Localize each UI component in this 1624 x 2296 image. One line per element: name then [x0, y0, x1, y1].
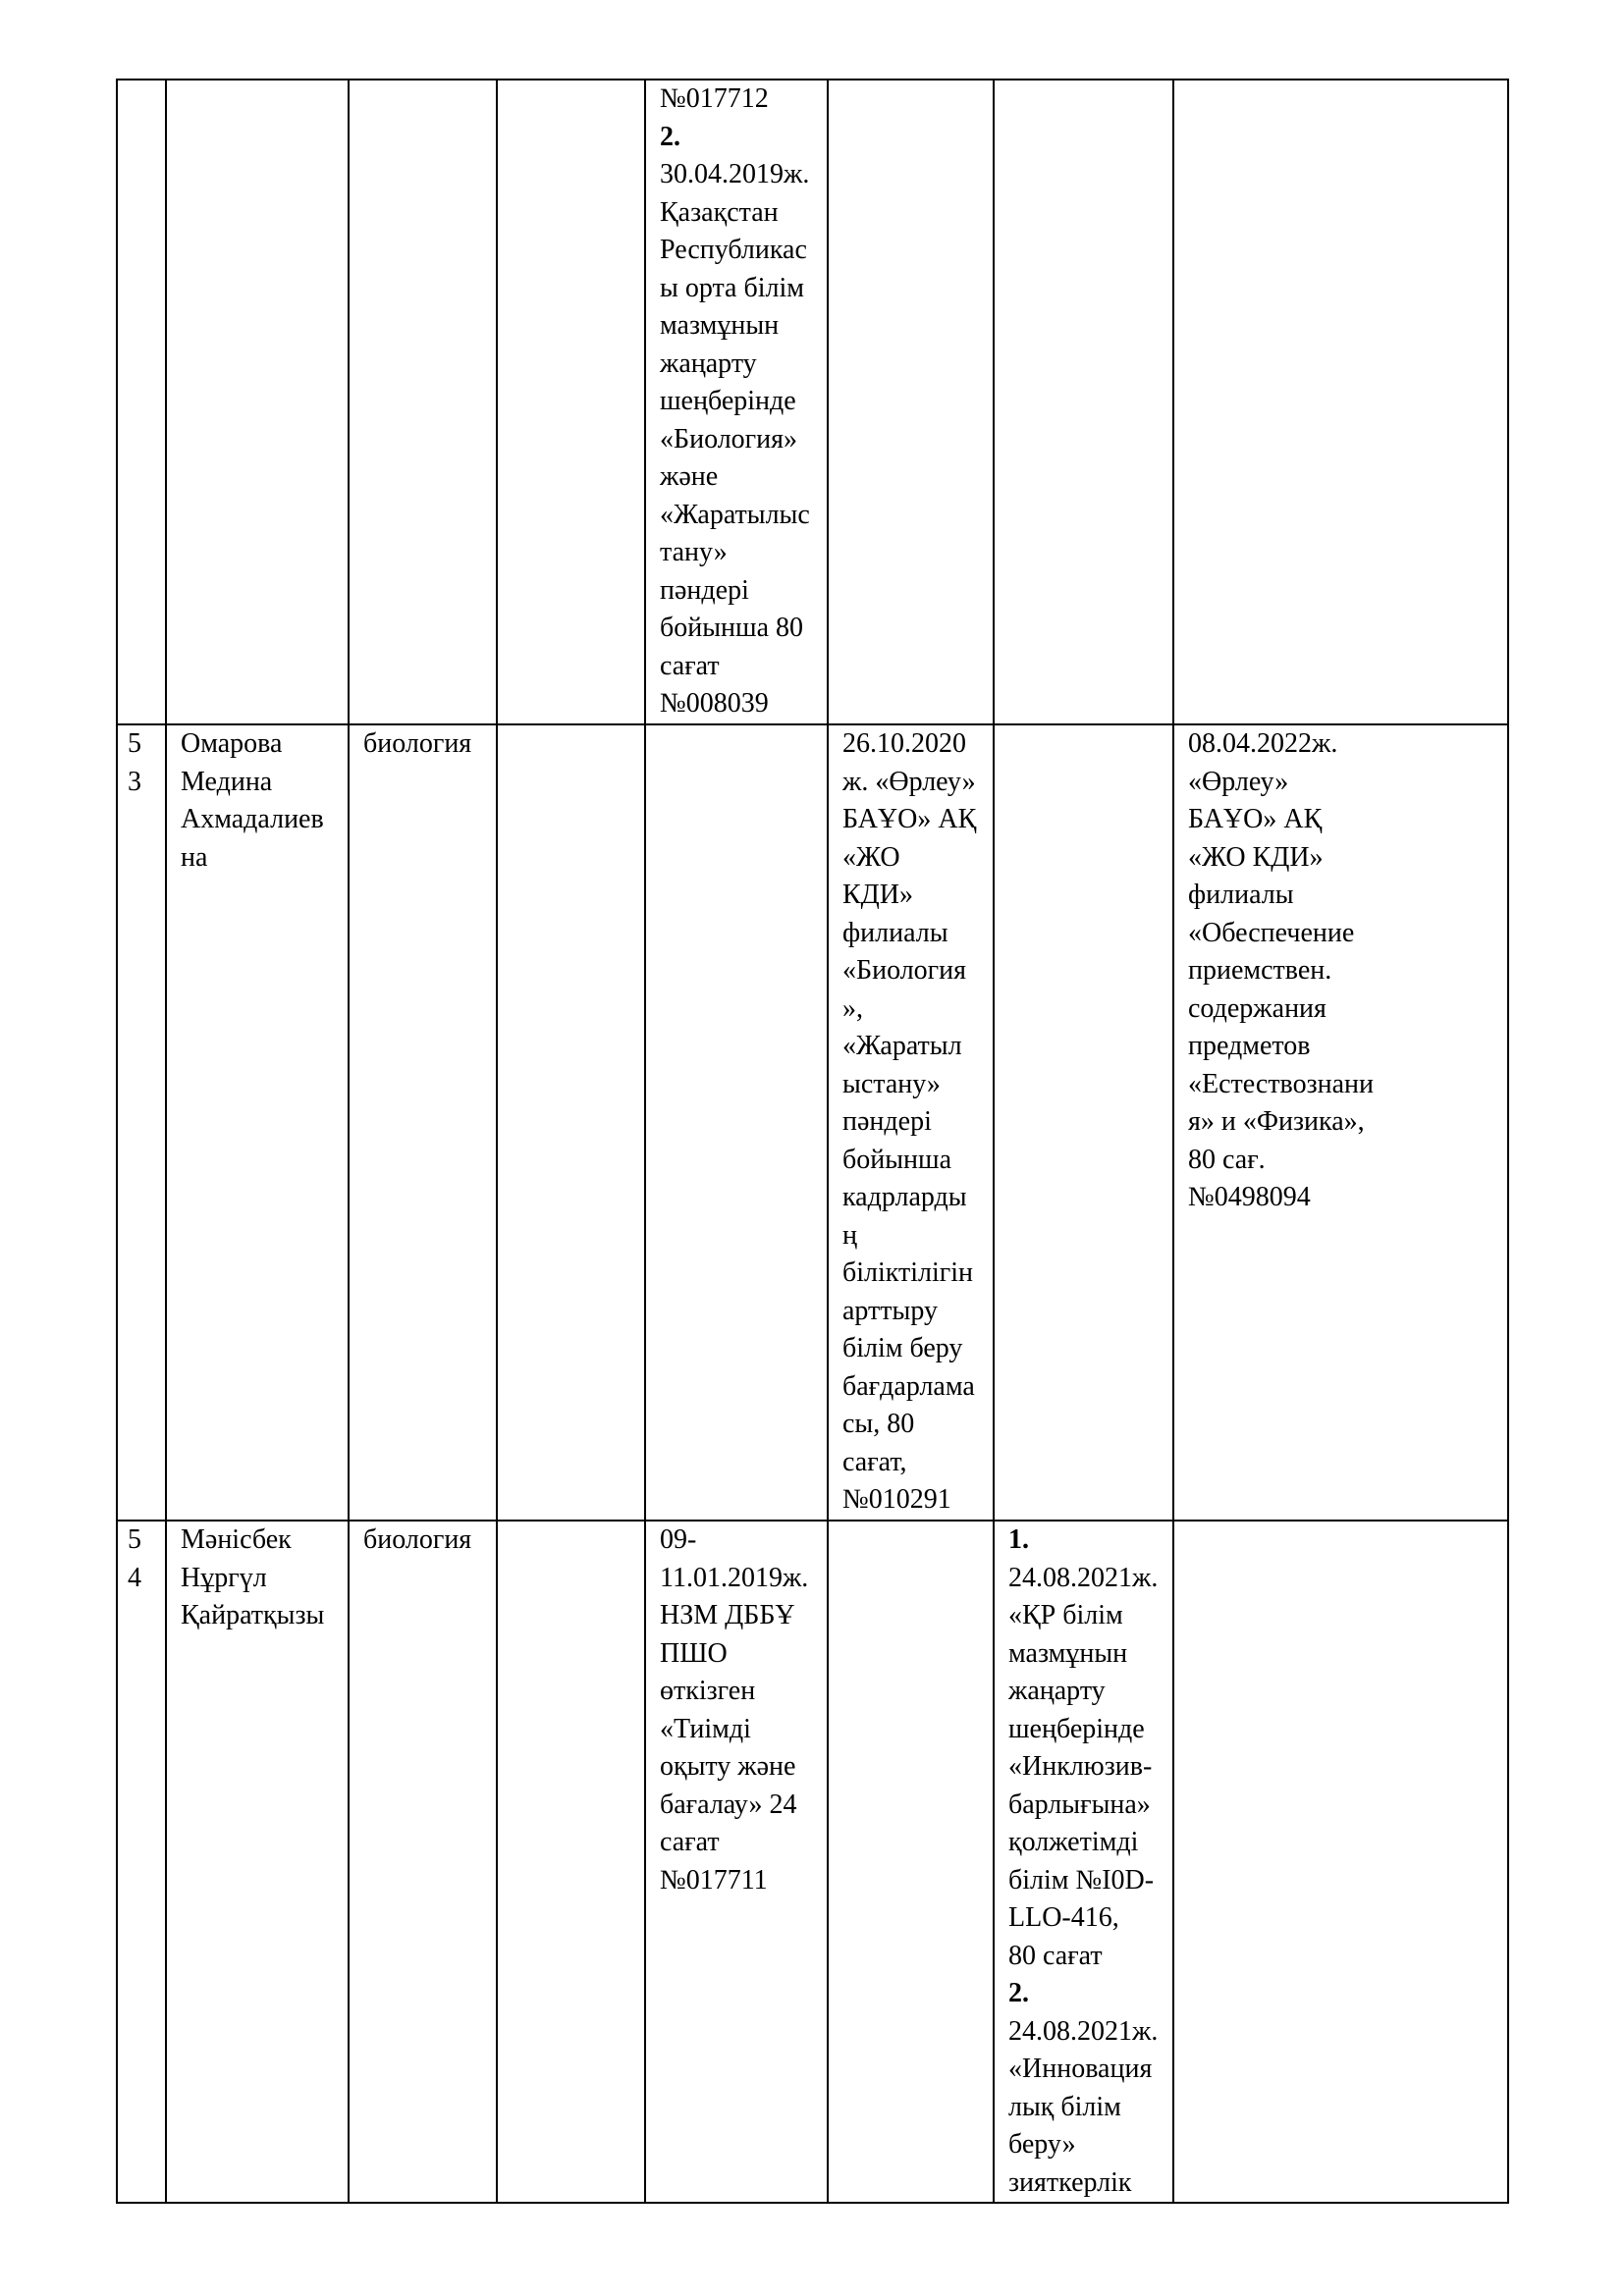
course-text-line: мазмұнын [660, 310, 780, 341]
course-text-line: 09- [660, 1524, 697, 1555]
course-cell-col6 [828, 724, 994, 1521]
course-text-line: 24.08.2021ж. [1008, 2015, 1159, 2047]
course-text-line: БАҰО» АҚ [1188, 804, 1323, 834]
row-number-digit: 5 [128, 1524, 141, 1555]
course-item-number: 1. [1008, 1524, 1029, 1555]
course-cell-col8 [1173, 724, 1508, 1521]
teacher-name-line: Мәнісбек [181, 1524, 292, 1555]
course-cell-col4 [497, 80, 645, 724]
course-cell-col6 [828, 80, 994, 724]
course-text-line: 26.10.2020 [842, 728, 966, 759]
teacher-name-line: Медина [181, 766, 273, 797]
course-text-line: «Жаратыл [842, 1031, 962, 1061]
course-text-line: шеңберінде [660, 386, 796, 416]
row-number-cell [117, 1521, 166, 2203]
course-text-line: 11.01.2019ж. [660, 1562, 809, 1593]
course-text-line: оқыту және [660, 1751, 796, 1782]
course-text-line: НЗМ ДББҰ [660, 1600, 795, 1630]
course-text-line: приемствен. [1188, 955, 1332, 986]
teacher-name-line: Қайратқызы [181, 1600, 325, 1630]
course-cell-col4 [497, 1521, 645, 2203]
row-number-digit: 5 [128, 728, 141, 759]
course-text-line: сағат [660, 1827, 720, 1857]
course-text-line: білім беру [842, 1333, 963, 1363]
teacher-name-cell [166, 1521, 349, 2203]
course-text-line: сағат, [842, 1446, 907, 1477]
course-cell-col5 [645, 1521, 828, 2203]
course-text-line: содержания [1188, 992, 1326, 1024]
subject-text: биология [363, 728, 472, 759]
teacher-name-cell [166, 80, 349, 724]
course-text-line: «Жаратылыс [660, 499, 810, 530]
course-text-line: бағдарлама [842, 1370, 975, 1402]
course-text-line: LLO-416, [1008, 1902, 1119, 1933]
course-text-line: бағалау» 24 [660, 1789, 797, 1820]
course-text-line: ыстану» [842, 1068, 941, 1099]
course-text-line: ң [842, 1219, 857, 1251]
course-text-line: «Биология» [660, 423, 798, 454]
course-text-line: «Естествознани [1188, 1068, 1375, 1099]
course-text-line: жаңарту [660, 347, 757, 379]
course-text-line: «Обеспечение [1188, 917, 1355, 948]
course-cell-col8 [1173, 1521, 1508, 2203]
course-text-line: №008039 [660, 688, 769, 719]
course-cell-col7 [994, 80, 1173, 724]
course-text-line: ы орта білім [660, 272, 804, 303]
row-number-digit: 4 [128, 1562, 141, 1593]
course-cell-col5 [645, 724, 828, 1521]
course-text-line: лық білім [1008, 2091, 1121, 2122]
table-row [117, 1521, 1508, 2203]
course-text-line: БАҰО» АҚ [842, 804, 977, 834]
course-text-line: Республикас [660, 235, 807, 265]
course-text-line: 80 сағат [1008, 1940, 1103, 1971]
course-text-line: предметов [1188, 1031, 1311, 1061]
teacher-name-line: Нұргүл [181, 1562, 267, 1593]
course-text-line: «Инновация [1008, 2054, 1153, 2084]
course-text-line: қолжетімді [1008, 1827, 1139, 1857]
course-text-line: «ҚР білім [1008, 1600, 1123, 1630]
table-row [117, 724, 1508, 1521]
course-text-line: «Өрлеу» [1188, 766, 1289, 797]
course-text-line: №010291 [842, 1484, 951, 1515]
course-cell-col7 [994, 1521, 1173, 2203]
teacher-name-line: Ахмадалиев [181, 804, 324, 834]
course-text-line: сағат [660, 650, 720, 681]
course-text-line: тану» [660, 537, 728, 567]
course-text-line: ж. «Өрлеу» [842, 766, 976, 797]
course-text-line: ПШО [660, 1637, 728, 1669]
course-text-line: 24.08.2021ж. [1008, 1562, 1159, 1593]
course-text-line: №017711 [660, 1864, 768, 1896]
course-text-line: «ЖО [842, 841, 900, 873]
course-text-line: жаңарту [1008, 1676, 1106, 1706]
course-cell-col4 [497, 724, 645, 1521]
row-number-cell [117, 724, 166, 1521]
course-text-line: «Инклюзив- [1008, 1751, 1153, 1782]
course-cell-col5 [645, 80, 828, 724]
course-text-line: өткізген [660, 1676, 756, 1706]
course-text-line: бойынша [842, 1144, 952, 1175]
course-cell-col7 [994, 724, 1173, 1521]
table-row [117, 80, 1508, 724]
course-text-line: я» и «Физика», [1188, 1106, 1365, 1137]
course-item-number: 2. [660, 121, 680, 152]
course-text-line: 30.04.2019ж. [660, 159, 810, 189]
course-text-line: филиалы [1188, 880, 1294, 910]
course-text-line: Қазақстан [660, 196, 779, 228]
course-text-line: «ЖО КДИ» [1188, 841, 1324, 873]
course-text-line: арттыру [842, 1295, 938, 1326]
course-text-line: пәндері [842, 1106, 932, 1137]
course-text-line: мазмұнын [1008, 1637, 1128, 1669]
course-text-line: филиалы [842, 917, 948, 948]
course-text-line: барлығына» [1008, 1789, 1151, 1820]
course-text-line: бойынша 80 [660, 613, 804, 643]
subject-cell [349, 1521, 497, 2203]
row-number-digit: 3 [128, 766, 141, 797]
course-text-line: 80 сағ. [1188, 1144, 1266, 1175]
course-text-line: және [660, 461, 719, 492]
course-text-line: сы, 80 [842, 1409, 915, 1439]
course-text-line: «Биология [842, 955, 967, 986]
teacher-name-cell [166, 724, 349, 1521]
course-item-number: 2. [1008, 1978, 1029, 2008]
course-text-line: №0498094 [1188, 1182, 1311, 1212]
course-cell-col8 [1173, 80, 1508, 724]
course-text-line: 08.04.2022ж. [1188, 728, 1338, 759]
course-text-line: білім №I0D- [1008, 1864, 1155, 1896]
row-number-cell [117, 80, 166, 724]
course-text-line: «Тиімді [660, 1713, 751, 1744]
course-text-line: беру» [1008, 2129, 1076, 2160]
subject-cell [349, 80, 497, 724]
course-text-line: зияткерлік [1008, 2166, 1132, 2198]
course-text-line: шеңберінде [1008, 1713, 1145, 1744]
course-text-line: №017712 [660, 83, 769, 114]
course-cell-col6 [828, 1521, 994, 2203]
teacher-name-line: на [181, 841, 208, 873]
course-text-line: », [842, 992, 863, 1024]
course-text-line: кадрларды [842, 1182, 967, 1212]
teacher-name-line: Омарова [181, 728, 283, 759]
training-records-table [116, 79, 1509, 2204]
subject-cell [349, 724, 497, 1521]
course-text-line: пәндері [660, 574, 749, 606]
course-text-line: КДИ» [842, 880, 913, 910]
subject-text: биология [363, 1524, 472, 1555]
course-text-line: біліктілігін [842, 1257, 974, 1288]
